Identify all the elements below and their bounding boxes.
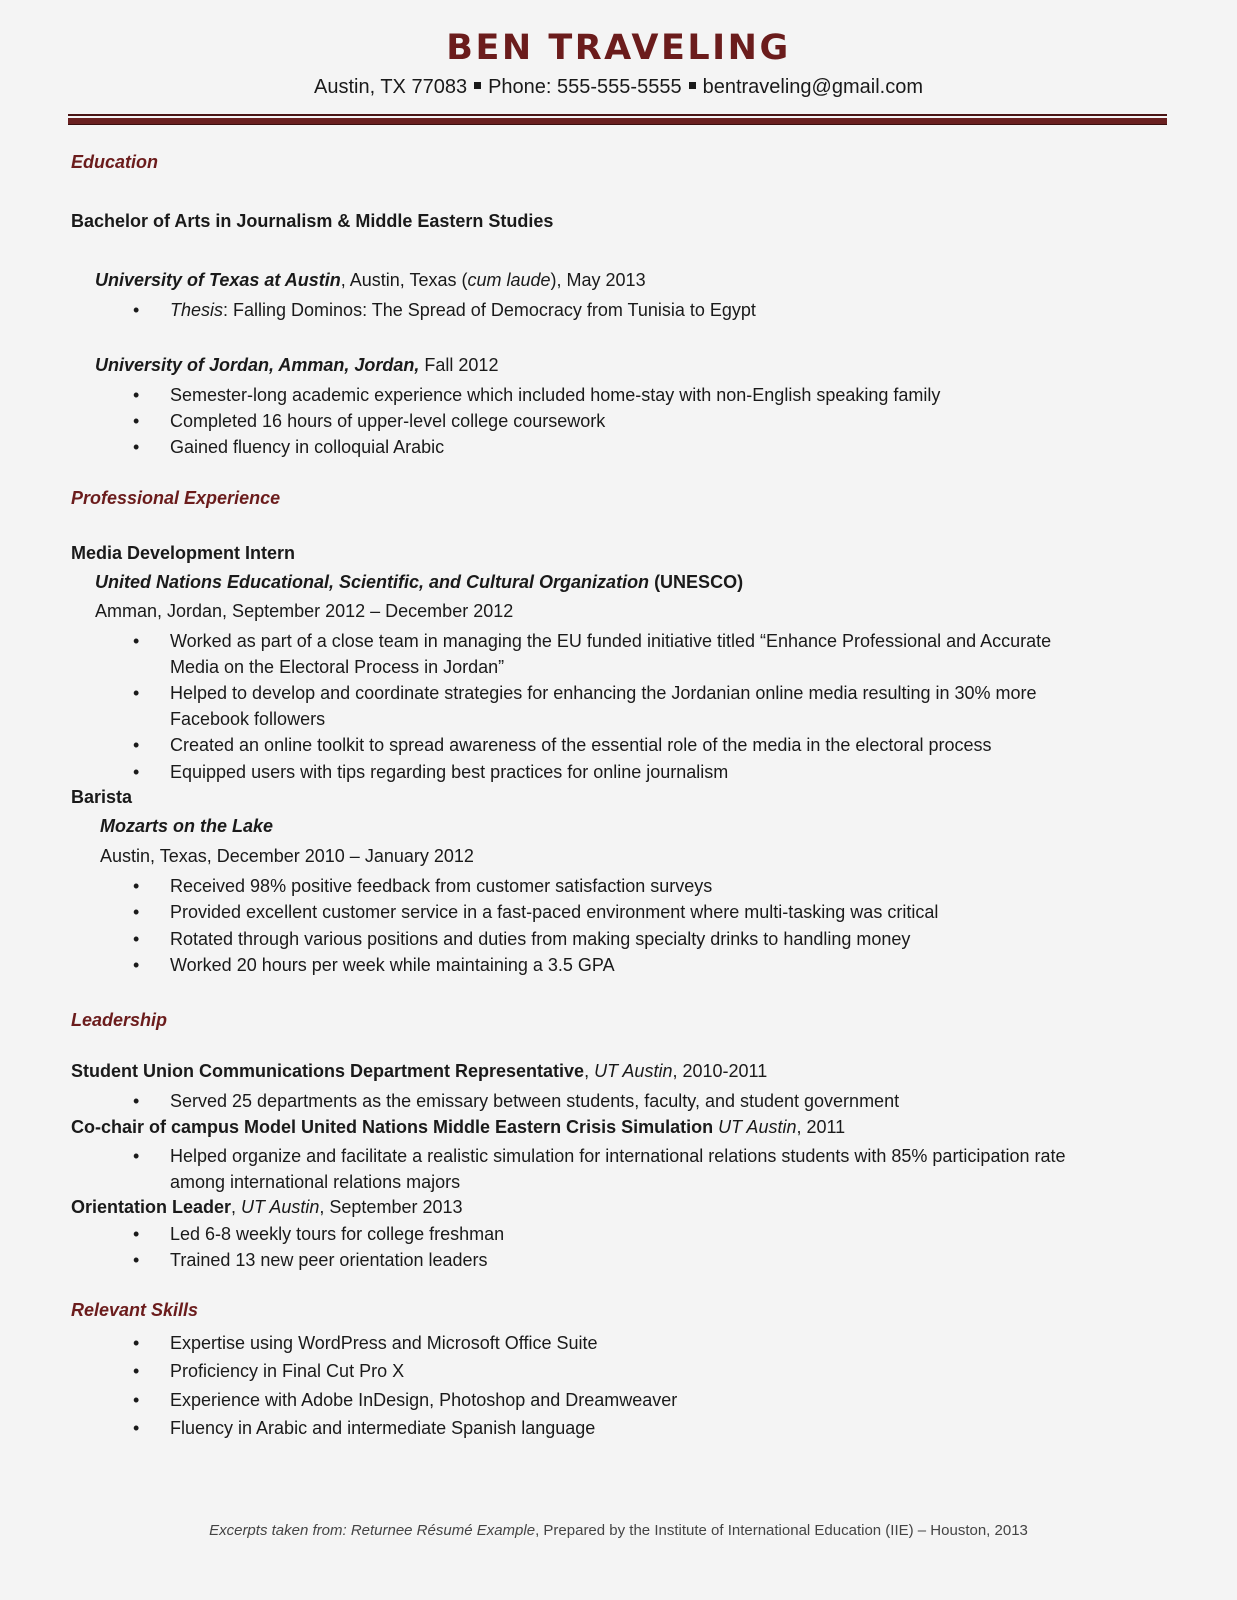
header-divider-thin [68, 114, 1167, 116]
list-item-continuation: Media on the Electoral Process in Jordan” [170, 657, 505, 677]
list-item: Created an online toolkit to spread awareness of the essential role of the media in the electoral process [170, 735, 992, 755]
honor: cum laude [467, 270, 551, 290]
section-heading-education: Education [71, 152, 159, 172]
list-item: Helped to develop and coordinate strategies for enhancing the Jordanian online media resulting in 30% more [170, 683, 1037, 703]
school-name: University of Jordan, Amman, Jordan, [95, 355, 420, 375]
bullet-icon: • [133, 929, 140, 949]
list-item: Led 6-8 weekly tours for college freshman [170, 1224, 505, 1244]
bullet-icon: • [133, 300, 140, 320]
leadership-role: Co-chair of campus Model United Nations Middle Eastern Crisis Simulation UT Austin, 2011 [71, 1117, 846, 1137]
header-divider-thick [68, 118, 1167, 125]
square-separator-icon [474, 82, 481, 89]
source-citation: Excerpts taken from: Returnee Résumé Example, Prepared by the Institute of International Education (IIE) – Houston, 2013 [209, 1522, 1028, 1539]
list-item: Gained fluency in colloquial Arabic [170, 437, 445, 457]
degree-title: Bachelor of Arts in Journalism & Middle Eastern Studies [71, 211, 554, 231]
section-heading-experience: Professional Experience [71, 488, 281, 508]
list-item: Completed 16 hours of upper-level college coursework [170, 411, 606, 431]
contact-email[interactable]: bentraveling@gmail.com [702, 76, 923, 98]
contact-phone: Phone: 555-555-5555 [488, 76, 682, 98]
bullet-icon: • [133, 1390, 140, 1410]
list-item: Semester-long academic experience which included home-stay with non-English speaking family [170, 385, 941, 405]
list-item: Rotated through various positions and duties from making specialty drinks to handling money [170, 929, 911, 949]
job-location-dates: Austin, Texas, December 2010 – January 2012 [100, 846, 474, 866]
list-item: Thesis: Falling Dominos: The Spread of Democracy from Tunisia to Egypt [170, 300, 756, 320]
list-item: Helped organize and facilitate a realistic simulation for international relations students with 85% participation rate [170, 1146, 1066, 1166]
list-item: Fluency in Arabic and intermediate Spanish language [170, 1418, 596, 1438]
bullet-icon: • [133, 1224, 140, 1244]
candidate-name: BEN TRAVELING [446, 28, 791, 68]
list-item: Proficiency in Final Cut Pro X [170, 1361, 405, 1381]
bullet-icon: • [133, 411, 140, 431]
section-heading-skills: Relevant Skills [71, 1300, 199, 1320]
bullet-icon: • [133, 902, 140, 922]
list-item: Expertise using WordPress and Microsoft Office Suite [170, 1333, 598, 1353]
list-item: Provided excellent customer service in a fast-paced environment where multi-tasking was critical [170, 902, 939, 922]
square-separator-icon [689, 82, 696, 89]
bullet-icon: • [133, 955, 140, 975]
list-item: Trained 13 new peer orientation leaders [170, 1250, 488, 1270]
leadership-role: Orientation Leader, UT Austin, September 2013 [71, 1197, 463, 1217]
list-item: Received 98% positive feedback from customer satisfaction surveys [170, 876, 713, 896]
source-title: Returnee Résumé Example [350, 1522, 536, 1539]
bullet-icon: • [133, 1333, 140, 1353]
bullet-icon: • [133, 437, 140, 457]
bullet-icon: • [133, 1146, 140, 1166]
school-name: University of Texas at Austin [95, 270, 341, 290]
job-location-dates: Amman, Jordan, September 2012 – December 2012 [95, 601, 514, 621]
section-heading-leadership: Leadership [71, 1010, 168, 1030]
job-org: Mozarts on the Lake [100, 816, 274, 836]
job-title: Barista [71, 787, 133, 807]
list-item: Served 25 departments as the emissary between students, faculty, and student government [170, 1091, 900, 1111]
bullet-icon: • [133, 876, 140, 896]
list-item-continuation: among international relations majors [170, 1172, 461, 1192]
job-org: United Nations Educational, Scientific, and Cultural Organization (UNESCO) [95, 572, 744, 592]
list-item: Worked as part of a close team in managing the EU funded initiative titled “Enhance Professional and Accurate [170, 631, 1052, 651]
bullet-icon: • [133, 683, 140, 703]
bullet-icon: • [133, 1418, 140, 1438]
bullet-icon: • [133, 1361, 140, 1381]
school-entry: University of Jordan, Amman, Jordan, Fall 2012 [95, 355, 499, 375]
bullet-icon: • [133, 1091, 140, 1111]
bullet-icon: • [133, 1250, 140, 1270]
contact-location: Austin, TX 77083 [314, 76, 468, 98]
school-entry: University of Texas at Austin, Austin, Texas (cum laude), May 2013 [95, 270, 646, 290]
list-item-continuation: Facebook followers [170, 709, 326, 729]
bullet-icon: • [133, 735, 140, 755]
contact-line [0, 76, 1237, 99]
list-item: Experience with Adobe InDesign, Photoshop and Dreamweaver [170, 1390, 678, 1410]
job-title: Media Development Intern [71, 543, 296, 563]
bullet-icon: • [133, 762, 140, 782]
list-item: Worked 20 hours per week while maintaining a 3.5 GPA [170, 955, 615, 975]
bullet-icon: • [133, 385, 140, 405]
list-item: Equipped users with tips regarding best practices for online journalism [170, 762, 729, 782]
leadership-role: Student Union Communications Department Representative, UT Austin, 2010-2011 [71, 1061, 768, 1081]
bullet-icon: • [133, 631, 140, 651]
